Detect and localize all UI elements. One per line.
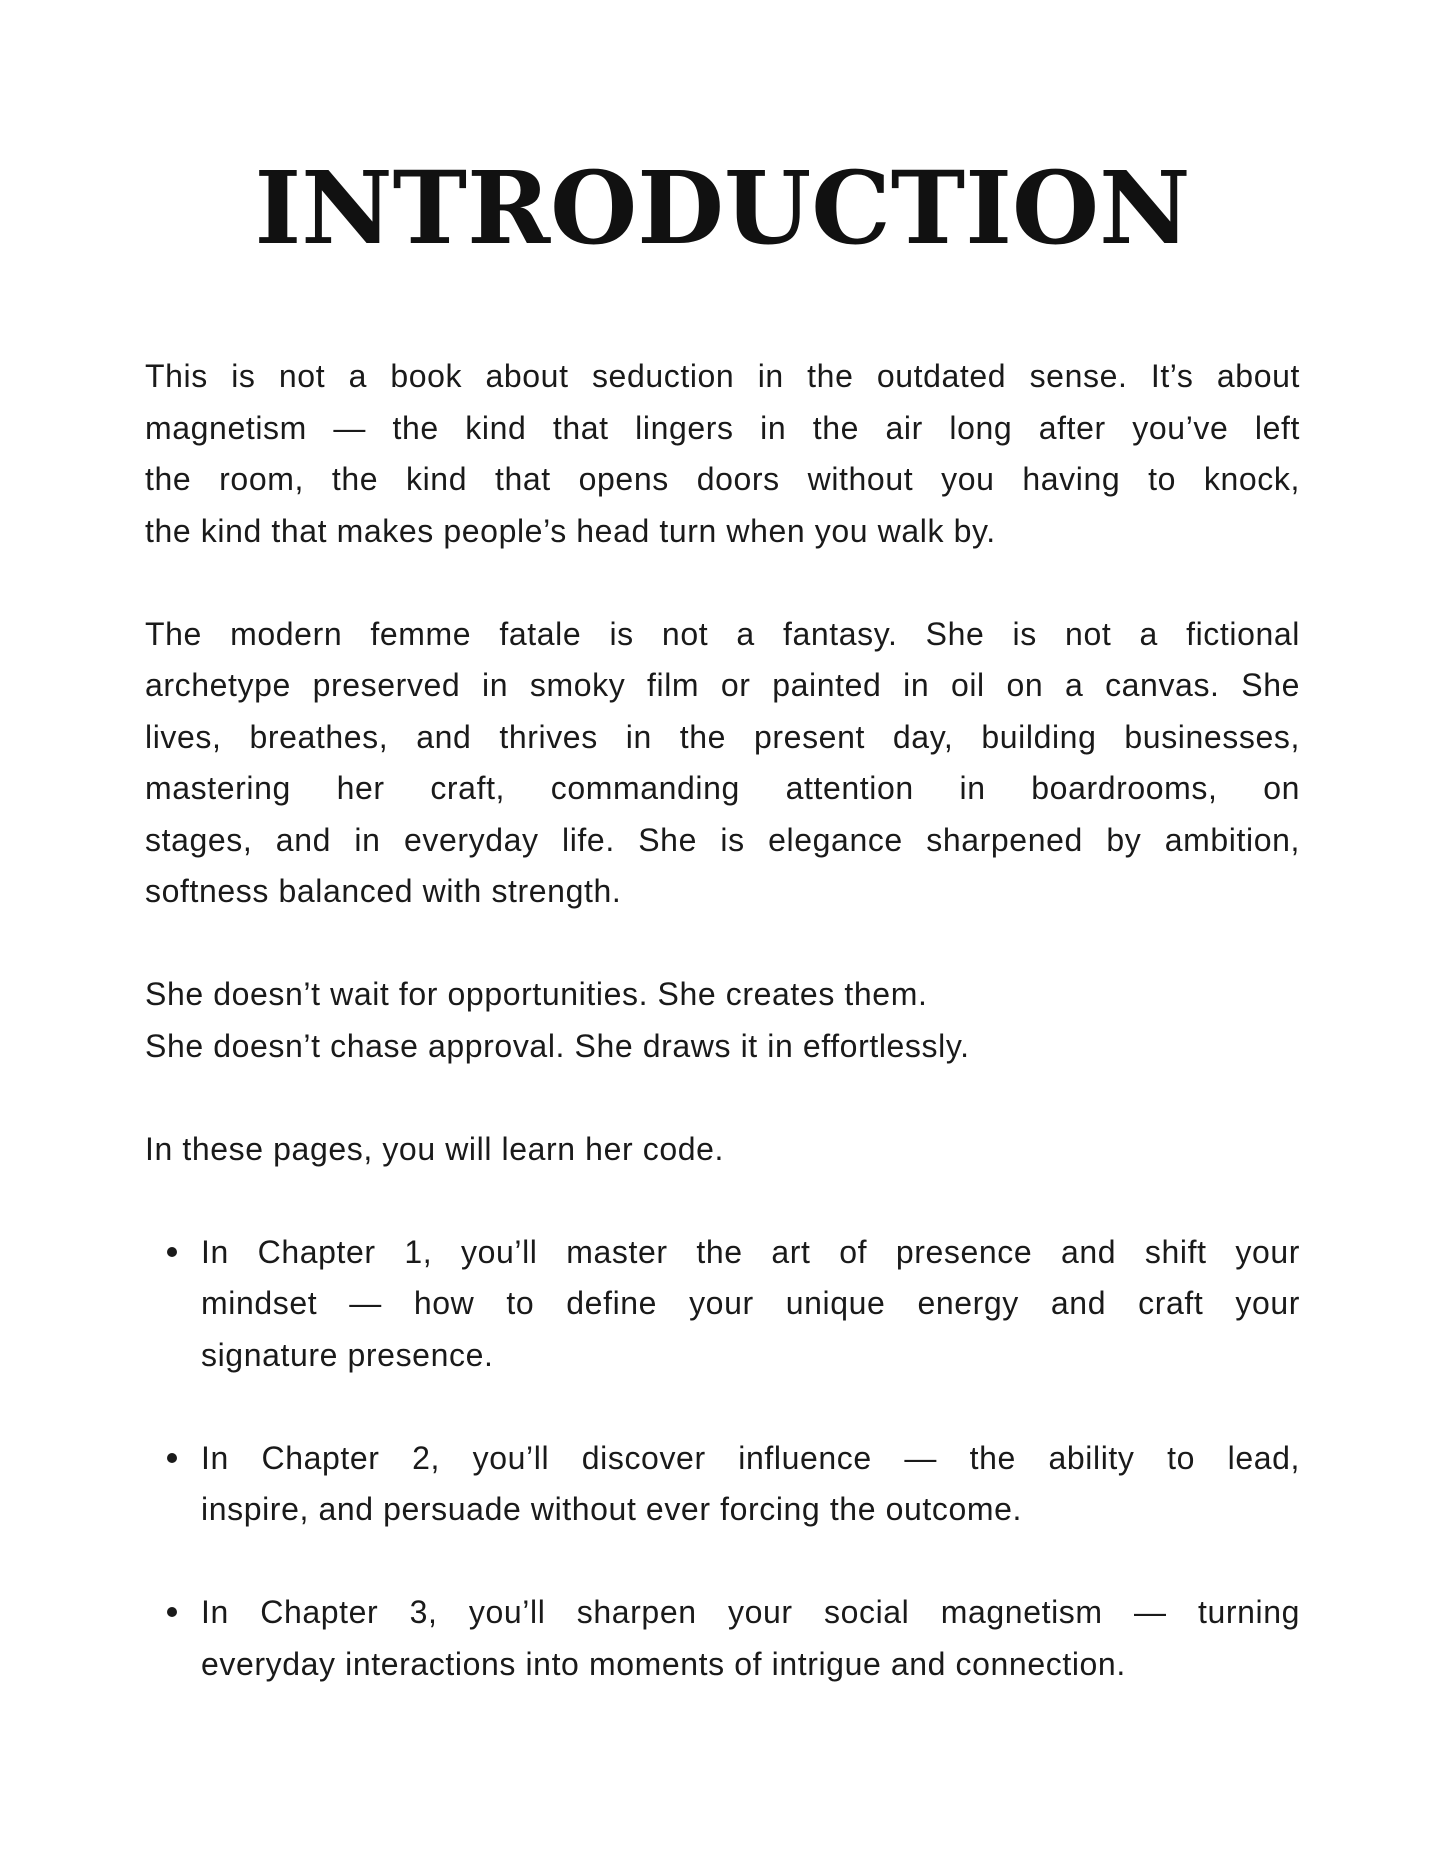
paragraph-femme-fatale	[145, 609, 1300, 918]
text-line: the room, the kind that opens doors without you having to knock,	[145, 461, 1300, 497]
text-line: This is not a book about seduction in the outdated sense. It’s about	[145, 358, 1300, 394]
text-line: In Chapter 1, you’ll master the art of presence and shift your	[201, 1233, 1300, 1270]
text-line: She doesn’t wait for opportunities. She creates them.	[145, 976, 928, 1012]
text-line: softness balanced with strength.	[145, 873, 622, 909]
chapter-list	[145, 1227, 1300, 1691]
page-title: INTRODUCTION	[254, 149, 1191, 267]
text-line: She doesn’t chase approval. She draws it in effortlessly.	[145, 1027, 970, 1064]
text-line: mastering her craft, commanding attention in boardrooms, on	[145, 770, 1300, 806]
paragraph-intro	[145, 351, 1300, 557]
bullet-dot-icon	[167, 1247, 177, 1257]
list-item-chapter-2	[145, 1433, 1300, 1536]
text-line: everyday interactions into moments of intrigue and connection.	[201, 1645, 1126, 1682]
text-line: magnetism — the kind that lingers in the air long after you’ve left	[145, 409, 1300, 446]
text-line: inspire, and persuade without ever forcing the outcome.	[201, 1491, 1023, 1527]
bullet-dot-icon	[167, 1607, 177, 1617]
paragraph-her-code	[145, 1124, 1300, 1176]
body-text	[145, 351, 1300, 1742]
bullet-dot-icon	[167, 1453, 177, 1463]
text-line: archetype preserved in smoky film or painted in oil on a canvas. She	[145, 667, 1300, 703]
text-line: mindset — how to define your unique energy and craft your	[201, 1285, 1300, 1321]
list-item-chapter-1	[145, 1227, 1300, 1382]
text-line: lives, breathes, and thrives in the present day, building businesses,	[145, 718, 1300, 755]
text-line: In Chapter 2, you’ll discover influence — the ability to lead,	[201, 1439, 1300, 1476]
paragraph-she-doesnt	[145, 969, 1300, 1072]
text-line: In Chapter 3, you’ll sharpen your social magnetism — turning	[201, 1594, 1300, 1630]
text-line: The modern femme fatale is not a fantasy. She is not a fictional	[145, 615, 1300, 652]
list-item-chapter-3	[145, 1587, 1300, 1690]
text-line: In these pages, you will learn her code.	[145, 1130, 724, 1167]
text-line: signature presence.	[201, 1336, 494, 1373]
text-line: the kind that makes people’s head turn when you walk by.	[145, 512, 996, 549]
text-line: stages, and in everyday life. She is elegance sharpened by ambition,	[145, 821, 1300, 858]
